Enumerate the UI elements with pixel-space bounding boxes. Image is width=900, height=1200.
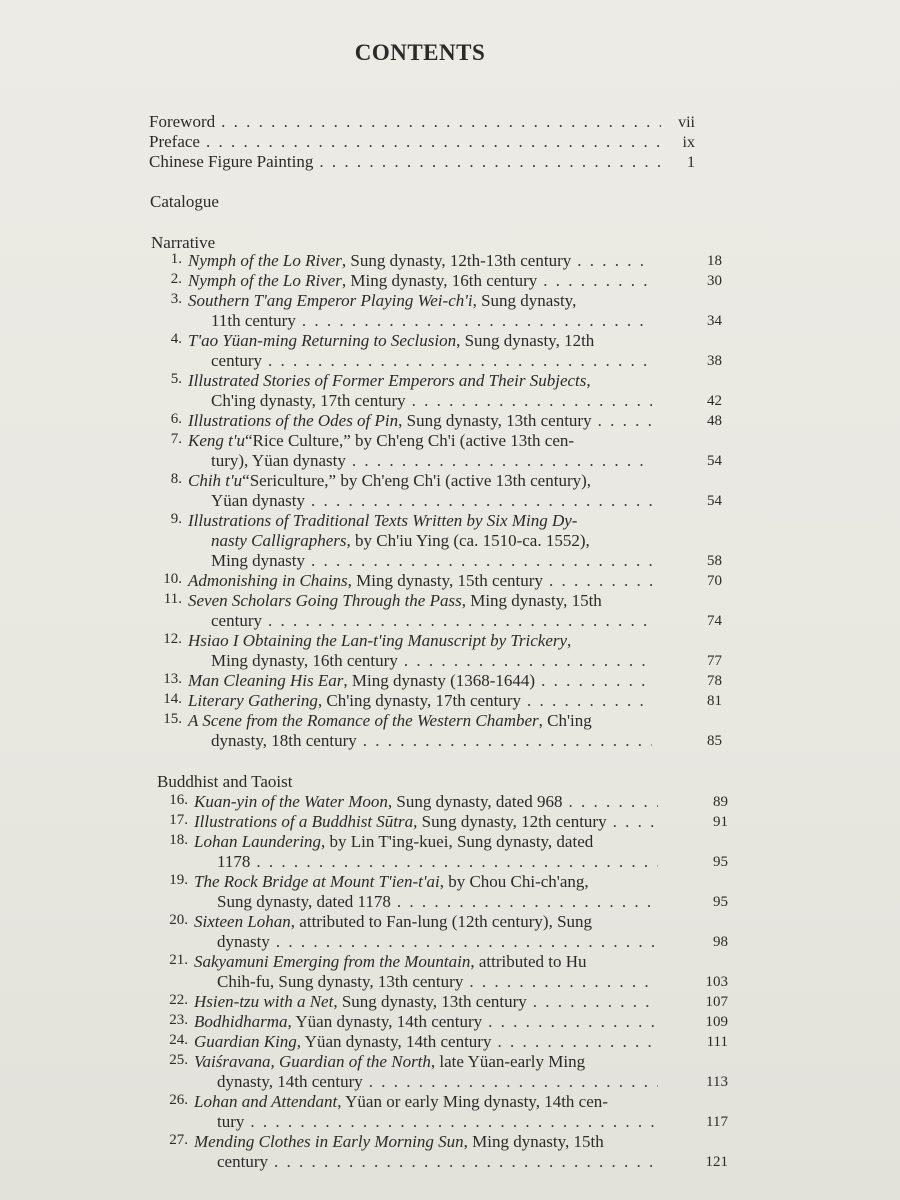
entry-line <box>194 992 728 1012</box>
catalogue-entry <box>150 591 722 631</box>
entry-description: , Yüan dynasty, 14th century <box>296 1032 492 1051</box>
entry-description: 1178 <box>217 852 251 871</box>
entry-number: 16. <box>169 792 188 808</box>
leader-dots <box>412 391 652 411</box>
entry-title: Kuan-yin of the Water Moon <box>194 792 388 811</box>
entry-title: Mending Clothes in Early Morning Sun <box>194 1132 464 1151</box>
entry-page-number: 85 <box>707 733 722 749</box>
entry-description: century <box>211 611 262 630</box>
entry-page-number: 48 <box>707 413 722 429</box>
entry-page-number: 98 <box>713 934 728 950</box>
leader-dots <box>397 892 658 912</box>
leader-dots <box>404 651 652 671</box>
entry-line <box>194 792 728 812</box>
entry-description: , Yüan dynasty, 14th century <box>287 1012 483 1031</box>
entry-page-number: 58 <box>707 553 722 569</box>
buddhist-taoist-entries <box>156 792 728 1172</box>
catalogue-entry <box>156 832 728 872</box>
entry-line <box>188 331 658 351</box>
entry-title: nasty Calligraphers <box>211 531 347 550</box>
entry-description: , Sung dynasty, <box>472 291 577 310</box>
entry-description: Ming dynasty <box>211 551 305 570</box>
entry-title: Lohan Laundering <box>194 832 322 851</box>
catalogue-entry <box>156 1052 728 1092</box>
entry-page-number: 109 <box>705 1014 728 1030</box>
entry-number: 7. <box>170 431 182 447</box>
entry-page-number: 54 <box>707 493 722 509</box>
entry-line <box>211 551 722 571</box>
entry-number: 23. <box>169 1012 188 1028</box>
entry-description: , by Chou Chi-ch'ang, <box>439 872 589 891</box>
entry-description: 11th century <box>211 311 296 330</box>
leader-dots <box>543 271 652 291</box>
leader-dots <box>613 812 658 832</box>
toc-page-number: vii <box>678 114 695 131</box>
entry-title: Sakyamuni Emerging from the Mountain <box>194 952 471 971</box>
section-heading-narrative: Narrative <box>151 233 216 252</box>
entry-description: , Sung dynasty, dated 968 <box>387 792 563 811</box>
entry-number: 2. <box>170 271 182 287</box>
entry-line <box>188 471 658 491</box>
entry-description: , by Lin T'ing-kuei, Sung dynasty, dated <box>321 832 594 851</box>
entry-number: 19. <box>169 872 188 888</box>
catalogue-entry <box>150 331 722 371</box>
entry-description: , Sung dynasty, 13th century <box>398 411 592 430</box>
entry-number: 17. <box>169 812 188 828</box>
entry-description: tury <box>217 1112 245 1131</box>
entry-title: T'ao Yüan-ming Returning to Seclusion <box>188 331 457 350</box>
catalogue-entry <box>150 411 722 431</box>
entry-line <box>194 912 664 932</box>
entry-description: Ming dynasty, 16th century <box>211 651 398 670</box>
entry-line <box>194 1092 664 1112</box>
entry-description: , Ming dynasty, 15th <box>463 1132 604 1151</box>
entry-description: “Rice Culture,” by Ch'eng Ch'i (active 13th cen- <box>245 431 575 450</box>
catalogue-entry <box>156 872 728 912</box>
catalogue-entry <box>156 1132 728 1172</box>
entry-title: Hsien-tzu with a Net <box>194 992 334 1011</box>
entry-page-number: 42 <box>707 393 722 409</box>
catalogue-entry <box>150 711 722 751</box>
entry-description: , <box>567 631 572 650</box>
entry-page-number: 103 <box>705 974 728 990</box>
leader-dots <box>469 972 658 992</box>
leader-dots <box>533 992 658 1012</box>
catalogue-entry <box>156 1032 728 1052</box>
entry-page-number: 34 <box>707 313 722 329</box>
leader-dots <box>541 671 652 691</box>
catalogue-entry <box>150 291 722 331</box>
entry-line <box>194 872 664 892</box>
entry-description: , Sung dynasty, 12th <box>456 331 595 350</box>
entry-page-number: 54 <box>707 453 722 469</box>
catalogue-heading: Catalogue <box>150 192 219 211</box>
entry-description: , Sung dynasty, 12th century <box>413 812 607 831</box>
entry-description: Chih-fu, Sung dynasty, 13th century <box>217 972 464 991</box>
entry-line <box>211 311 722 331</box>
entry-line <box>211 611 722 631</box>
entry-title: Guardian King <box>194 1032 297 1051</box>
catalogue-entry <box>156 1012 728 1032</box>
entry-number: 13. <box>163 671 182 687</box>
entry-number: 6. <box>170 411 182 427</box>
entry-line <box>188 671 722 691</box>
catalogue-entry <box>156 812 728 832</box>
entry-number: 12. <box>163 631 182 647</box>
entry-description: dynasty, 18th century <box>211 731 357 750</box>
entry-description: century <box>217 1152 268 1171</box>
entry-description: , attributed to Hu <box>470 952 587 971</box>
leader-dots <box>274 1152 658 1172</box>
entry-title: Vaiśravana, Guardian of the North <box>194 1052 431 1071</box>
section-heading-buddhist-taoist: Buddhist and Taoist <box>157 772 293 791</box>
entry-line <box>194 812 728 832</box>
leader-dots <box>311 491 652 511</box>
entry-number: 10. <box>163 571 182 587</box>
entry-page-number: 113 <box>706 1074 728 1090</box>
entry-line <box>217 892 728 912</box>
catalogue-entry <box>150 431 722 471</box>
entry-line <box>194 1012 728 1032</box>
entry-description: , Ming dynasty, 15th century <box>347 571 543 590</box>
entry-description: Sung dynasty, dated 1178 <box>217 892 391 911</box>
entry-title: The Rock Bridge at Mount T'ien-t'ai <box>194 872 440 891</box>
entry-page-number: 95 <box>713 854 728 870</box>
entry-title: Sixteen Lohan <box>194 912 291 931</box>
entry-description: , by Ch'iu Ying (ca. 1510-ca. 1552), <box>346 531 590 550</box>
entry-number: 3. <box>170 291 182 307</box>
entry-line <box>188 411 722 431</box>
leader-dots <box>319 152 661 172</box>
entry-number: 11. <box>163 591 182 607</box>
entry-description: , Yüan or early Ming dynasty, 14th cen- <box>337 1092 608 1111</box>
entry-description: dynasty <box>217 932 270 951</box>
catalogue-entry <box>150 271 722 291</box>
narrative-entries <box>150 251 722 751</box>
entry-line <box>188 371 658 391</box>
entry-description: , Sung dynasty, 13th century <box>333 992 527 1011</box>
catalogue-entry <box>150 631 722 671</box>
entry-line <box>188 431 658 451</box>
entry-page-number: 70 <box>707 573 722 589</box>
leader-dots <box>221 112 661 132</box>
entry-line <box>188 711 658 731</box>
entry-description: , <box>586 371 591 390</box>
entry-description: , Ming dynasty, 15th <box>461 591 602 610</box>
entry-number: 1. <box>170 251 182 267</box>
leader-dots <box>256 852 658 872</box>
leader-dots <box>268 351 652 371</box>
leader-dots <box>497 1032 658 1052</box>
entry-page-number: 30 <box>707 273 722 289</box>
entry-line <box>211 731 722 751</box>
entry-page-number: 111 <box>706 1034 728 1050</box>
catalogue-entry <box>156 992 728 1012</box>
entry-page-number: 38 <box>707 353 722 369</box>
leader-dots <box>311 551 652 571</box>
leader-dots <box>206 132 661 152</box>
catalogue-entry <box>156 912 728 952</box>
catalogue-entry <box>156 952 728 992</box>
entry-line <box>194 832 664 852</box>
entry-title: Illustrated Stories of Former Emperors and Their Subjects <box>188 371 587 390</box>
entry-page-number: 18 <box>707 253 722 269</box>
entry-description: century <box>211 351 262 370</box>
entry-title: Man Cleaning His Ear <box>188 671 344 690</box>
leader-dots <box>527 691 652 711</box>
entry-number: 14. <box>163 691 182 707</box>
entry-title: Nymph of the Lo River <box>188 251 342 270</box>
entry-description: , attributed to Fan-lung (12th century), Sung <box>290 912 593 931</box>
catalogue-entry <box>156 792 728 812</box>
entry-title: Chih t'u <box>188 471 243 490</box>
entry-line <box>188 571 722 591</box>
entry-line <box>188 271 722 291</box>
leader-dots <box>352 451 652 471</box>
entry-line <box>188 251 722 271</box>
entry-number: 24. <box>169 1032 188 1048</box>
entry-line <box>211 651 722 671</box>
entry-title: Nymph of the Lo River <box>188 271 342 290</box>
catalogue-entry <box>150 671 722 691</box>
entry-description: dynasty, 14th century <box>217 1072 363 1091</box>
leader-dots <box>598 411 652 431</box>
entry-number: 18. <box>169 832 188 848</box>
leader-dots <box>250 1112 658 1132</box>
entry-title: A Scene from the Romance of the Western Chamber <box>188 711 539 730</box>
entry-title: Hsiao I Obtaining the Lan-t'ing Manuscript by Trickery <box>188 631 568 650</box>
entry-description: , Ch'ing dynasty, 17th century <box>317 691 521 710</box>
toc-label: Foreword <box>149 112 216 131</box>
front-matter-list <box>149 112 695 172</box>
entry-title: Seven Scholars Going Through the Pass <box>188 591 462 610</box>
leader-dots <box>577 251 652 271</box>
entry-page-number: 78 <box>707 673 722 689</box>
catalogue-entry <box>150 511 722 571</box>
entry-number: 27. <box>169 1132 188 1148</box>
entry-page-number: 77 <box>707 653 722 669</box>
toc-page-number: ix <box>682 134 695 151</box>
entry-number: 22. <box>169 992 188 1008</box>
entry-description: , Ming dynasty (1368-1644) <box>343 671 536 690</box>
entry-title: Lohan and Attendant <box>194 1092 338 1111</box>
entry-line <box>217 972 728 992</box>
toc-label: Preface <box>149 132 200 151</box>
entry-title: Admonishing in Chains <box>188 571 348 590</box>
entry-description: , Ch'ing <box>538 711 592 730</box>
leader-dots <box>363 731 652 751</box>
entry-description: “Sericulture,” by Ch'eng Ch'i (active 13th century), <box>242 471 592 490</box>
entry-description: , Ming dynasty, 16th century <box>341 271 538 290</box>
entry-line <box>211 451 722 471</box>
entry-line <box>194 1032 728 1052</box>
entry-page-number: 95 <box>713 894 728 910</box>
entry-line <box>194 952 664 972</box>
entry-title: Illustrations of Traditional Texts Written by Six Ming Dy- <box>188 511 578 530</box>
entry-page-number: 107 <box>705 994 728 1010</box>
entry-line <box>188 591 658 611</box>
entry-number: 25. <box>169 1052 188 1068</box>
leader-dots <box>276 932 658 952</box>
entry-title: Literary Gathering <box>188 691 318 710</box>
catalogue-entry <box>150 471 722 511</box>
leader-dots <box>568 792 658 812</box>
entry-page-number: 74 <box>707 613 722 629</box>
entry-line <box>211 391 722 411</box>
leader-dots <box>302 311 652 331</box>
catalogue-entry <box>150 251 722 271</box>
entry-line <box>188 691 722 711</box>
leader-dots <box>369 1072 658 1092</box>
entry-page-number: 89 <box>713 794 728 810</box>
entry-line <box>217 1072 728 1092</box>
entry-page-number: 81 <box>707 693 722 709</box>
entry-line <box>211 531 658 551</box>
entry-number: 20. <box>169 912 188 928</box>
toc-row-chinese-figure-painting <box>149 152 695 172</box>
entry-description: tury), Yüan dynasty <box>211 451 346 470</box>
catalogue-entry <box>150 571 722 591</box>
leader-dots <box>549 571 652 591</box>
entry-number: 4. <box>170 331 182 347</box>
toc-row-preface <box>149 132 695 152</box>
entry-line <box>194 1052 664 1072</box>
entry-number: 15. <box>163 711 182 727</box>
entry-line <box>188 291 658 311</box>
toc-label: Chinese Figure Painting <box>149 152 314 171</box>
entry-line <box>217 932 728 952</box>
entry-title: Keng t'u <box>188 431 245 450</box>
entry-number: 21. <box>169 952 188 968</box>
entry-line <box>194 1132 664 1152</box>
entry-title: Illustrations of the Odes of Pin <box>188 411 399 430</box>
entry-description: Ch'ing dynasty, 17th century <box>211 391 406 410</box>
catalogue-entry <box>150 691 722 711</box>
entry-page-number: 91 <box>713 814 728 830</box>
entry-page-number: 117 <box>706 1114 728 1130</box>
leader-dots <box>268 611 652 631</box>
page-title: CONTENTS <box>354 40 486 65</box>
entry-line <box>211 351 722 371</box>
entry-line <box>217 1152 728 1172</box>
entry-number: 9. <box>170 511 182 527</box>
entry-line <box>188 631 658 651</box>
entry-description: , late Yüan-early Ming <box>430 1052 586 1071</box>
entry-title: Bodhidharma <box>194 1012 288 1031</box>
entry-number: 5. <box>170 371 182 387</box>
entry-number: 26. <box>169 1092 188 1108</box>
entry-line <box>211 491 722 511</box>
entry-line <box>188 511 658 531</box>
entry-page-number: 121 <box>705 1154 728 1170</box>
entry-description: , Sung dynasty, 12th-13th century <box>341 251 572 270</box>
catalogue-entry <box>150 371 722 411</box>
entry-line <box>217 1112 728 1132</box>
entry-title: Illustrations of a Buddhist Sūtra <box>194 812 414 831</box>
entry-description: Yüan dynasty <box>211 491 305 510</box>
toc-page-number: 1 <box>687 154 695 171</box>
entry-line <box>217 852 728 872</box>
leader-dots <box>488 1012 658 1032</box>
catalogue-entry <box>156 1092 728 1132</box>
toc-row-foreword <box>149 112 695 132</box>
entry-number: 8. <box>170 471 182 487</box>
entry-title: Southern T'ang Emperor Playing Wei-ch'i <box>188 291 473 310</box>
